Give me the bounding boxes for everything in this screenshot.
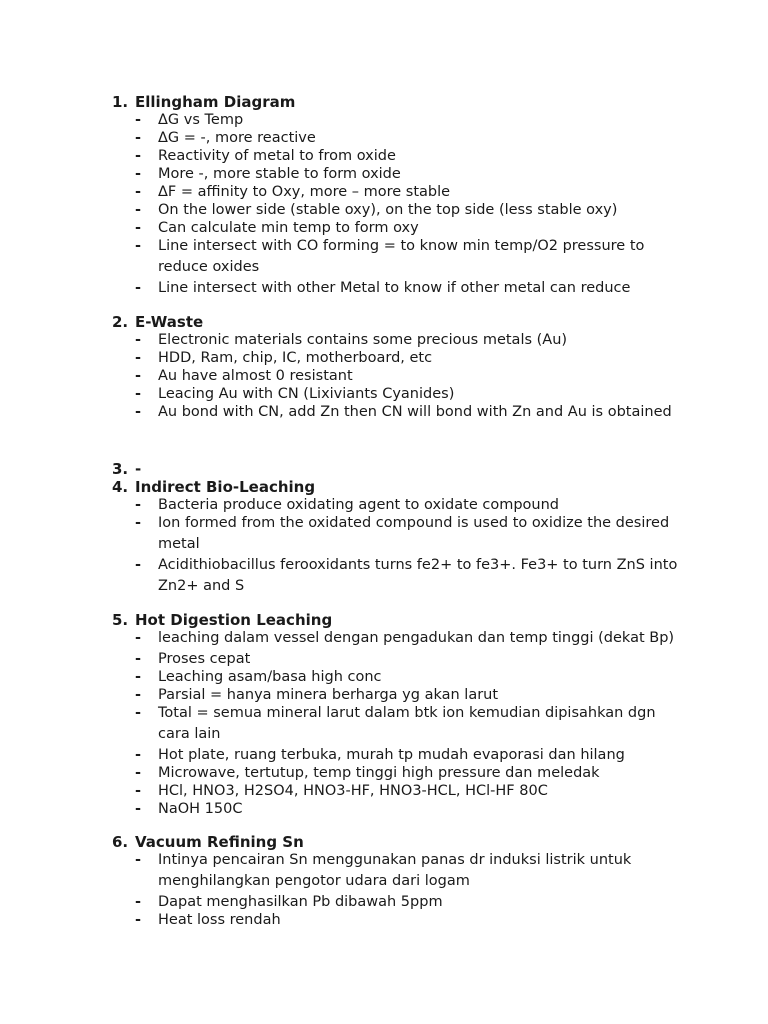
list-item [112, 111, 688, 129]
list-item [112, 367, 688, 385]
section-heading [112, 460, 712, 478]
list-item [112, 782, 688, 800]
section-heading [112, 478, 712, 496]
bullet-dash: - [135, 912, 142, 928]
list-item-text: ΔG = -, more reactive [158, 130, 316, 146]
list-item-text: Ion formed from the oxidated compound is used to oxidize the desired metal [158, 515, 670, 552]
bullet-list [112, 111, 712, 297]
list-item-text: Au have almost 0 resistant [158, 368, 353, 384]
list-item [112, 800, 688, 818]
bullet-dash: - [135, 783, 142, 799]
bullet-dash: - [135, 386, 142, 402]
section-number: 1. [112, 93, 129, 111]
bullet-dash: - [135, 368, 142, 384]
list-item-text: Intinya pencairan Sn menggunakan panas dr induksi listrik untuk menghilangkan pengotor udara dari logam [158, 852, 632, 889]
list-item [112, 349, 688, 367]
list-item-text: Line intersect with CO forming = to know min temp/O2 pressure to reduce oxides [158, 238, 645, 275]
list-item-text: leaching dalam vessel dengan pengadukan dan temp tinggi (dekat Bp) [158, 630, 675, 646]
bullet-dash: - [135, 705, 142, 721]
list-item [112, 331, 688, 349]
list-item [112, 385, 688, 403]
section-indirect-bio-leaching [112, 478, 712, 598]
list-item-text: Electronic materials contains some precious metals (Au) [158, 332, 568, 348]
bullet-list [112, 851, 712, 929]
section-heading [112, 611, 712, 629]
list-item-text: Total = semua mineral larut dalam btk ion kemudian dipisahkan dgn cara lain [158, 705, 656, 742]
list-item [112, 686, 688, 704]
bullet-dash: - [135, 894, 142, 910]
list-item-text: Bacteria produce oxidating agent to oxidate compound [158, 497, 559, 513]
section-e-waste [112, 313, 712, 424]
list-item [112, 629, 688, 650]
bullet-dash: - [135, 747, 142, 763]
bullet-dash: - [135, 404, 142, 420]
list-item [112, 183, 688, 201]
list-item [112, 851, 688, 893]
section-number: 5. [112, 611, 129, 629]
list-item-text: HDD, Ram, chip, IC, motherboard, etc [158, 350, 433, 366]
bullet-dash: - [135, 630, 142, 646]
list-item-text: ΔG vs Temp [158, 112, 244, 128]
list-item-text: Line intersect with other Metal to know if other metal can reduce [158, 280, 631, 296]
bullet-dash: - [135, 557, 142, 573]
list-item [112, 403, 688, 424]
list-item [112, 496, 688, 514]
section-hot-digestion-leaching [112, 611, 712, 818]
list-item-text: Parsial = hanya minera berharga yg akan larut [158, 687, 499, 703]
list-item [112, 556, 688, 598]
list-item [112, 764, 688, 782]
list-item-text: Dapat menghasilkan Pb dibawah 5ppm [158, 894, 443, 910]
list-item-text: Leaching asam/basa high conc [158, 669, 382, 685]
bullet-dash: - [135, 669, 142, 685]
bullet-dash: - [135, 687, 142, 703]
section-number: 6. [112, 833, 129, 851]
bullet-dash: - [135, 332, 142, 348]
list-item [112, 704, 688, 746]
bullet-dash: - [135, 112, 142, 128]
bullet-dash: - [135, 801, 142, 817]
list-item [112, 219, 688, 237]
section-heading [112, 93, 712, 111]
bullet-dash: - [135, 202, 142, 218]
section-title: E-Waste [135, 313, 204, 331]
section-heading [112, 313, 712, 331]
section-number: 4. [112, 478, 129, 496]
section-heading [112, 833, 712, 851]
list-item-text: Microwave, tertutup, temp tinggi high pressure dan meledak [158, 765, 600, 781]
section-title: - [135, 460, 142, 478]
list-item-text: Reactivity of metal to from oxide [158, 148, 396, 164]
list-item-text: HCl, HNO3, H2SO4, HNO3-HF, HNO3-HCL, HCl-HF 80C [158, 783, 548, 799]
section-number: 2. [112, 313, 129, 331]
list-item [112, 237, 688, 279]
section-title: Hot Digestion Leaching [135, 611, 333, 629]
list-item-text: Proses cepat [158, 651, 251, 667]
bullet-dash: - [135, 651, 142, 667]
list-item [112, 201, 688, 219]
bullet-list [112, 331, 712, 424]
list-item [112, 147, 688, 165]
list-item [112, 650, 688, 668]
section-title: Vacuum Refining Sn [135, 833, 304, 851]
bullet-dash: - [135, 166, 142, 182]
list-item-text: ΔF = affinity to Oxy, more – more stable [158, 184, 451, 200]
bullet-dash: - [135, 220, 142, 236]
section-title: Ellingham Diagram [135, 93, 296, 111]
section-vacuum-refining-sn [112, 833, 712, 929]
list-item [112, 279, 688, 297]
list-item [112, 893, 688, 911]
list-item-text: Leacing Au with CN (Lixiviants Cyanides) [158, 386, 455, 402]
bullet-dash: - [135, 280, 142, 296]
bullet-dash: - [135, 350, 142, 366]
list-item-text: Hot plate, ruang terbuka, murah tp mudah evaporasi dan hilang [158, 747, 625, 763]
list-item [112, 514, 688, 556]
bullet-dash: - [135, 148, 142, 164]
list-item [112, 911, 688, 929]
bullet-list [112, 629, 712, 818]
list-item-text: More -, more stable to form oxide [158, 166, 401, 182]
list-item-text: Au bond with CN, add Zn then CN will bond with Zn and Au is obtained [158, 404, 672, 420]
list-item [112, 668, 688, 686]
list-item [112, 129, 688, 147]
bullet-dash: - [135, 852, 142, 868]
list-item-text: Can calculate min temp to form oxy [158, 220, 419, 236]
list-item-text: Heat loss rendah [158, 912, 281, 928]
bullet-list [112, 496, 712, 598]
list-item-text: Acidithiobacillus ferooxidants turns fe2+ to fe3+. Fe3+ to turn ZnS into Zn2+ and S [158, 557, 678, 594]
bullet-dash: - [135, 238, 142, 254]
list-item [112, 746, 688, 764]
section-empty [112, 460, 712, 478]
bullet-dash: - [135, 497, 142, 513]
bullet-dash: - [135, 515, 142, 531]
section-number: 3. [112, 460, 129, 478]
list-item [112, 165, 688, 183]
bullet-dash: - [135, 184, 142, 200]
list-item-text: On the lower side (stable oxy), on the top side (less stable oxy) [158, 202, 618, 218]
section-ellingham-diagram [112, 93, 712, 297]
section-title: Indirect Bio-Leaching [135, 478, 316, 496]
bullet-dash: - [135, 765, 142, 781]
list-item-text: NaOH 150C [158, 801, 243, 817]
bullet-dash: - [135, 130, 142, 146]
